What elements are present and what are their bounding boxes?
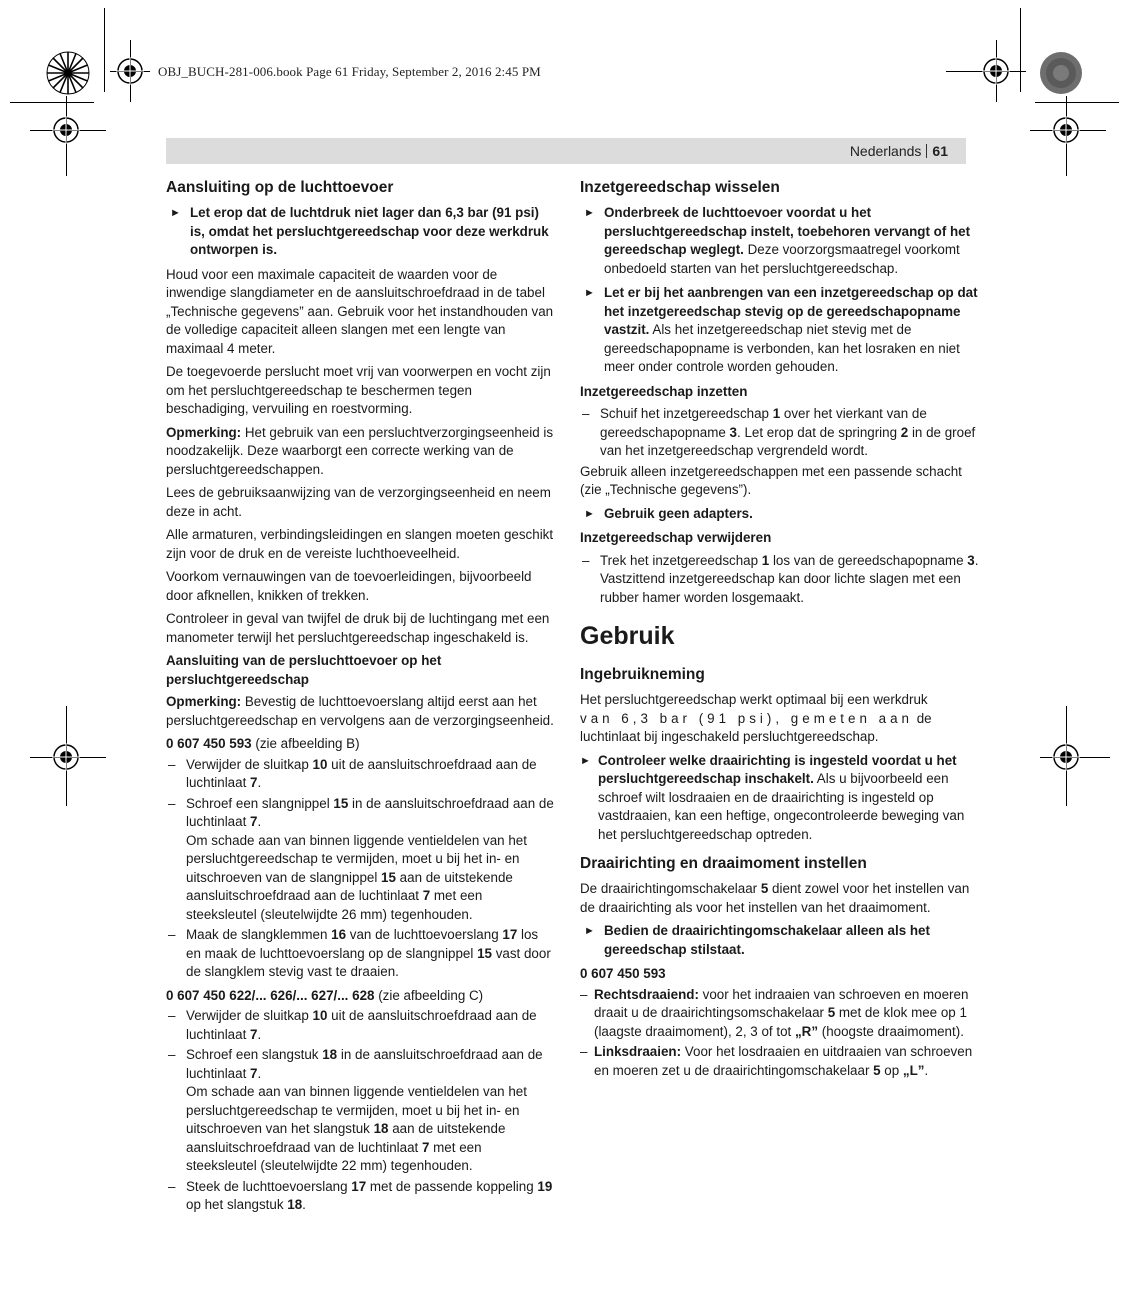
header-language: Nederlands xyxy=(849,143,922,159)
bullet-triangle-icon: ► xyxy=(580,754,591,767)
paragraph: Lees de gebruiksaanwijzing van de verzorgingseenheid en neem deze in acht. xyxy=(166,485,551,519)
list-item: – Trek het inzetgereedschap 1 los van de gereedschapopname 3. Vastzittend inzetgereedschap kan door lichte slagen met een rubber hamer worden losgemaakt. xyxy=(582,552,979,605)
bullet-triangle-icon: ► xyxy=(584,207,595,219)
bullet-triangle-icon: ► xyxy=(584,507,595,520)
warning-item: ► Bedien de draairichtingomschakelaar alleen als het gereedschap stilstaat. xyxy=(584,923,930,957)
page-header-bar xyxy=(166,138,966,164)
paragraph: De toegevoerde perslucht moet vrij van voorwerpen en vocht zijn om het persluchtgereedschap te beschermen tegen beschadiging, vervuiling en roestvorming. xyxy=(166,364,551,416)
paragraph: Het persluchtgereedschap werkt optimaal bij een werkdruk van 6,3 bar (91 psi), gemeten aan de luchtinlaat bij ingeschakeld persluchtgereedschap. xyxy=(580,692,932,744)
section-heading: Ingebruikneming xyxy=(580,666,705,683)
model-number: 0 607 450 593 xyxy=(580,966,666,981)
model-number: 0 607 450 622/... 626/... 627/... 628 (zie afbeelding C) xyxy=(166,987,484,1003)
list-item: – Schroef een slangstuk 18 in de aansluitschroefdraad aan de luchtinlaat 7. Om schade aan van binnen liggende ventieldelen van het persluchtgereedschap te vermijden, moet u bij het in- en uitschroeven van het slangstuk 18 aan de uitstekende aansluitschroefdraad van de luchtinlaat 7 met een steeksleutel (sleutelwijdte 22 mm) tegenhouden. xyxy=(168,1047,543,1173)
subsection-heading: Inzetgereedschap inzetten xyxy=(580,383,748,399)
gray-dial-icon xyxy=(1038,50,1084,96)
warning-item: ► Gebruik geen adapters. xyxy=(580,505,980,524)
paragraph: Gebruik alleen inzetgereedschappen met een passende schacht (zie „Technische gegevens”). xyxy=(580,463,962,497)
warning-item: ► Onderbreek de luchttoevoer voordat u het persluchtgereedschap instelt, toebehoren vervangt of het gereedschap weglegt. Deze voorzorgsmaatregel voorkomt onbedoeld starten van het persluchtgereedschap. xyxy=(584,205,971,276)
registration-mark-icon xyxy=(52,743,80,771)
list-item: – Verwijder de sluitkap 10 uit de aansluitschroefdraad aan de luchtinlaat 7. xyxy=(168,756,537,790)
registration-mark-icon xyxy=(982,57,1010,85)
left-column xyxy=(166,176,554,1217)
list-item: – Schuif het inzetgereedschap 1 over het vierkant van de gereedschapopname 3. Let erop dat de springring 2 in de groef van het inzetgereedschap vergrendeld wordt. xyxy=(582,406,976,458)
paragraph: Houd voor een maximale capaciteit de waarden voor de inwendige slangdiameter en de aansluitschroefdraad in de tabel „Technische gegevens” aan. Gebruik voor het instandhouden van de volledige capaciteit alleen slangen met een lengte van maximaal 4 meter. xyxy=(166,266,554,356)
subsection-heading: Aansluiting van de persluchttoevoer op het persluchtgereedschap xyxy=(166,653,442,687)
section-heading: Inzetgereedschap wisselen xyxy=(580,179,780,196)
paragraph: Alle armaturen, verbindingsleidingen en slangen moeten geschikt zijn voor de druk en de vereiste luchthoeveelheid. xyxy=(166,527,554,561)
subsection-heading: Inzetgereedschap verwijderen xyxy=(580,530,772,545)
paragraph: Controleer in geval van twijfel de druk bij de luchtingang met een manometer terwijl het persluchtgereedschap ingeschakeld is. xyxy=(166,611,550,645)
section-heading: Aansluiting op de luchttoevoer xyxy=(166,179,394,196)
header-separator xyxy=(926,144,927,158)
paragraph: Opmerking: Bevestig de luchttoevoerslang altijd eerst aan het persluchtgereedschap en vervolgens aan de verzorgingseenheid. xyxy=(166,694,554,728)
paragraph: Opmerking: Het gebruik van een persluchtverzorgingseenheid is noodzakelijk. Deze waarborgt een correcte werking van de persluchtgereedschappen. xyxy=(166,424,554,477)
paragraph: De draairichtingomschakelaar 5 dient zowel voor het instellen van de draairichting als voor het instellen van het draaimoment. xyxy=(580,881,970,915)
registration-mark-icon xyxy=(52,116,80,144)
file-header: OBJ_BUCH-281-006.book Page 61 Friday, September 2, 2016 2:45 PM xyxy=(158,64,541,79)
warning-item: ► Let er bij het aanbrengen van een inzetgereedschap op dat het inzetgereedschap stevig op de gereedschapopname vastzit. Als het inzetgereedschap niet stevig met de gereedschapopname is verbonden, kan het losraken en niet meer onder controle worden gehouden. xyxy=(584,285,978,374)
list-item: – Linksdraaien: Voor het losdraaien en uitdraaien van schroeven en moeren zet u de draairichtingomschakelaar 5 op „L”. xyxy=(580,1044,973,1078)
warning-item: ► Let erop dat de luchtdruk niet lager dan 6,3 bar (91 psi) is, omdat het persluchtgereedschap voor deze werkdruk ontworpen is. xyxy=(170,205,549,257)
list-item: – Schroef een slangnippel 15 in de aansluitschroefdraad aan de luchtinlaat 7. Om schade aan van binnen liggende ventieldelen van het persluchtgereedschap te vermijden, moet u bij het in- en uitschroeven van de slangnippel 15 aan de uitstekende aansluitschroefdraad aan de luchtinlaat 7 met een steeksleutel (sleutelwijdte 26 mm) tegenhouden. xyxy=(168,795,554,922)
list-item: – Steek de luchttoevoerslang 17 met de passende koppeling 19 op het slangstuk 18. xyxy=(168,1178,553,1212)
warning-item: ► Controleer welke draairichting is ingesteld voordat u het persluchtgereedschap inschakelt. Als u bijvoorbeeld een schroef wilt losdraaien en de draairichting is ingesteld op vastdraaien, kan een heftige, ongecontroleerde beweging van het persluchtgereedschap optreden. xyxy=(580,752,965,842)
model-number: 0 607 450 593 (zie afbeelding B) xyxy=(166,736,360,751)
section-heading: Draairichting en draaimoment instellen xyxy=(580,855,867,872)
page-header xyxy=(850,143,948,159)
page-number: 61 xyxy=(932,143,948,159)
paragraph: Voorkom vernauwingen van de toevoerleidingen, bijvoorbeeld door afknellen, knikken of trekken. xyxy=(166,569,532,603)
list-item: – Rechtsdraaiend: voor het indraaien van schroeven en moeren draait u de draairichtingsomschakelaar 5 met de klok mee op 1 (laagste draaimoment), 2, 3 of tot „R” (hoogste draaimoment). xyxy=(580,986,969,1039)
bullet-triangle-icon: ► xyxy=(170,207,181,219)
registration-mark-icon xyxy=(1052,116,1080,144)
chapter-heading: Gebruik xyxy=(580,622,675,650)
star-target-icon xyxy=(45,50,91,96)
registration-mark-icon xyxy=(1052,743,1080,771)
right-column xyxy=(580,176,980,1082)
bullet-triangle-icon: ► xyxy=(584,287,595,299)
registration-mark-icon xyxy=(116,57,144,85)
list-item: – Verwijder de sluitkap 10 uit de aansluitschroefdraad aan de luchtinlaat 7. xyxy=(168,1008,537,1042)
bullet-triangle-icon: ► xyxy=(584,925,595,937)
list-item: – Maak de slangklemmen 16 van de luchttoevoerslang 17 los en maak de luchttoevoerslang op de slangnippel 15 vast door de slangklem stevig vast te draaien. xyxy=(168,927,551,979)
